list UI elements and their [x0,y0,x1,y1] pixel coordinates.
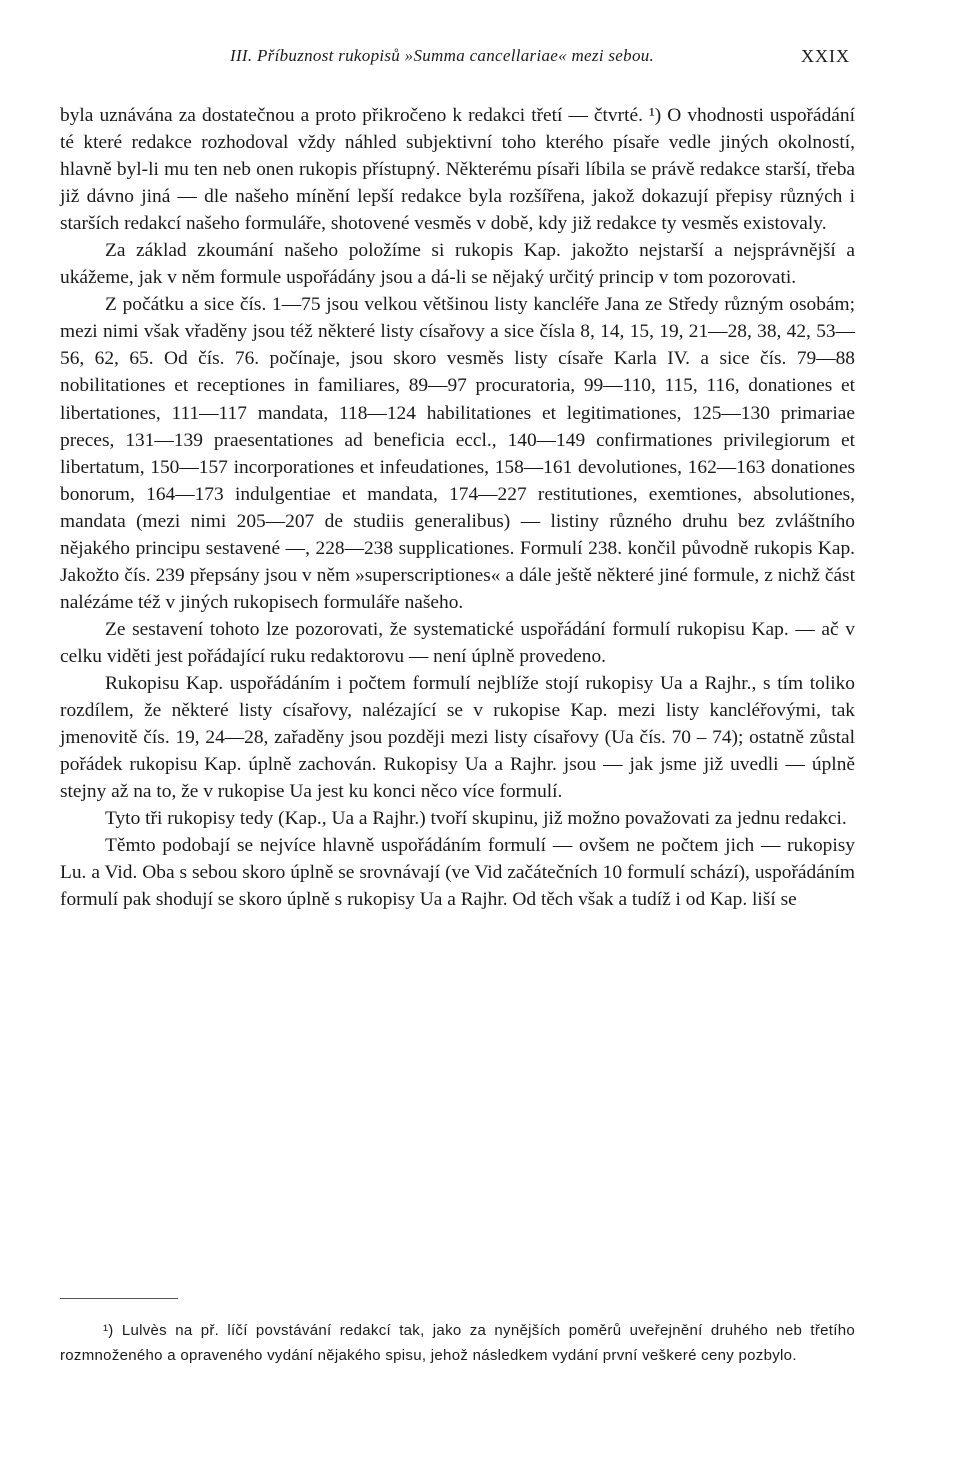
page-number: XXIX [801,46,850,66]
paragraph: Rukopisu Kap. uspořádáním i počtem formulí nejblíže stojí rukopisy Ua a Rajhr., s tím toliko rozdílem, že některé listy císařovy, nalézající se v rukopise Kap. mezi listy kancléřovými, tak jmenovitě čís. 19, 24—28, zařaděny jsou později mezi listy císařovy (Ua čís. 70 – 74); ostatně zůstal pořádek rukopisu Kap. úplně zachován. Rukopisy Ua a Rajhr. jsou — jak jsme již uvedli — úplně stejny až na to, že v rukopise Ua jest ku konci něco více formulí. [60,672,855,803]
footnote-divider [60,1298,178,1299]
body-text [60,102,855,913]
page-header [60,38,850,78]
paragraph: Těmto podobají se nejvíce hlavně uspořádáním formulí — ovšem ne počtem jich — rukopisy Lu. a Vid. Oba s sebou skoro úplně se srovnávají (ve Vid začátečních 10 formulí schází), uspořádáním formulí pak shodují se skoro úplně s rukopisy Ua a Rajhr. Od těch však a tudíž i od Kap. liší se [60,835,855,911]
paragraph: Tyto tři rukopisy tedy (Kap., Ua a Rajhr.) tvoří skupinu, již možno považovati za jednu redakci. [105,808,847,830]
paragraph: Za základ zkoumání našeho položíme si rukopis Kap. jakožto nejstarší a nejsprávnější a ukážeme, jak v něm formule uspořádány jsou a dá-li se nějaký určitý princip v tom pozorovati. [60,240,855,289]
footnote: ¹) Lulvès na př. líčí povstávání redakcí tak, jako za nynějších poměrů uveřejnění druhého neb třetího rozmnoženého a opraveného vydání nějakého spisu, jehož následkem vydání první veškeré ceny pozbylo. [60,1322,855,1364]
paragraph: Ze sestavení tohoto lze pozorovati, že systematické uspořádání formulí rukopisu Kap. — ač v celku viděti jest pořádající ruku redaktorovu — není úplně provedeno. [60,618,855,667]
running-title: III. Příbuznost rukopisů »Summa cancellariae« mezi sebou. [230,46,655,65]
paragraph: Z počátku a sice čís. 1—75 jsou velkou většinou listy kancléře Jana ze Středy různým osobám; mezi nimi však vřaděny jsou též některé listy císařovy a sice čísla 8, 14, 15, 19, 21—28, 38, 42, 53—56, 62, 65. Od čís. 76. počínaje, jsou skoro vesměs listy císaře Karla IV. a sice čís. 79—88 nobilitationes et receptiones in familiares, 89—97 procuratoria, 99—110, 115, 116, donationes et libertationes, 111—117 mandata, 118—124 habilitationes et legitimationes, 125—130 primariae preces, 131—139 praesentationes ad beneficia eccl., 140—149 confirmationes privilegiorum et libertatum, 150—157 incorporationes et infeudationes, 158—161 devolutiones, 162—163 donationes bonorum, 164—173 indulgentiae et mandata, 174—227 restitutiones, exemtiones, absolutiones, mandata (mezi nimi 205—207 de studiis generalibus) — listiny různého druhu bez zvláštního nějakého principu sestavené —, 228—238 supplicationes. Formulí 238. končil původně rukopis Kap. Jakožto čís. 239 přepsány jsou v něm »superscriptiones« a dále ještě některé jiné formule, z nichž část nalézáme též v jiných rukopisech formuláře našeho. [60,294,855,613]
footnotes [60,1318,855,1368]
paragraph: byla uznávána za dostatečnou a proto přikročeno k redakci třetí — čtvrté. ¹) O vhodnosti uspořádání té které redakce rozhodoval vždy náhled subjektivní toho kterého písaře vedle jiných okolností, hlavně byl-li mu ten neb onen rukopis přístupný. Některému písaři líbila se právě redakce starší, třeba již dávno jiná — dle našeho mínění lepší redakce byla rozšířena, jakož dokazují přepisy různých i starších redakcí našeho formuláře, shotovené vesměs v době, kdy již redakce ty vesměs existovaly. [60,105,855,235]
